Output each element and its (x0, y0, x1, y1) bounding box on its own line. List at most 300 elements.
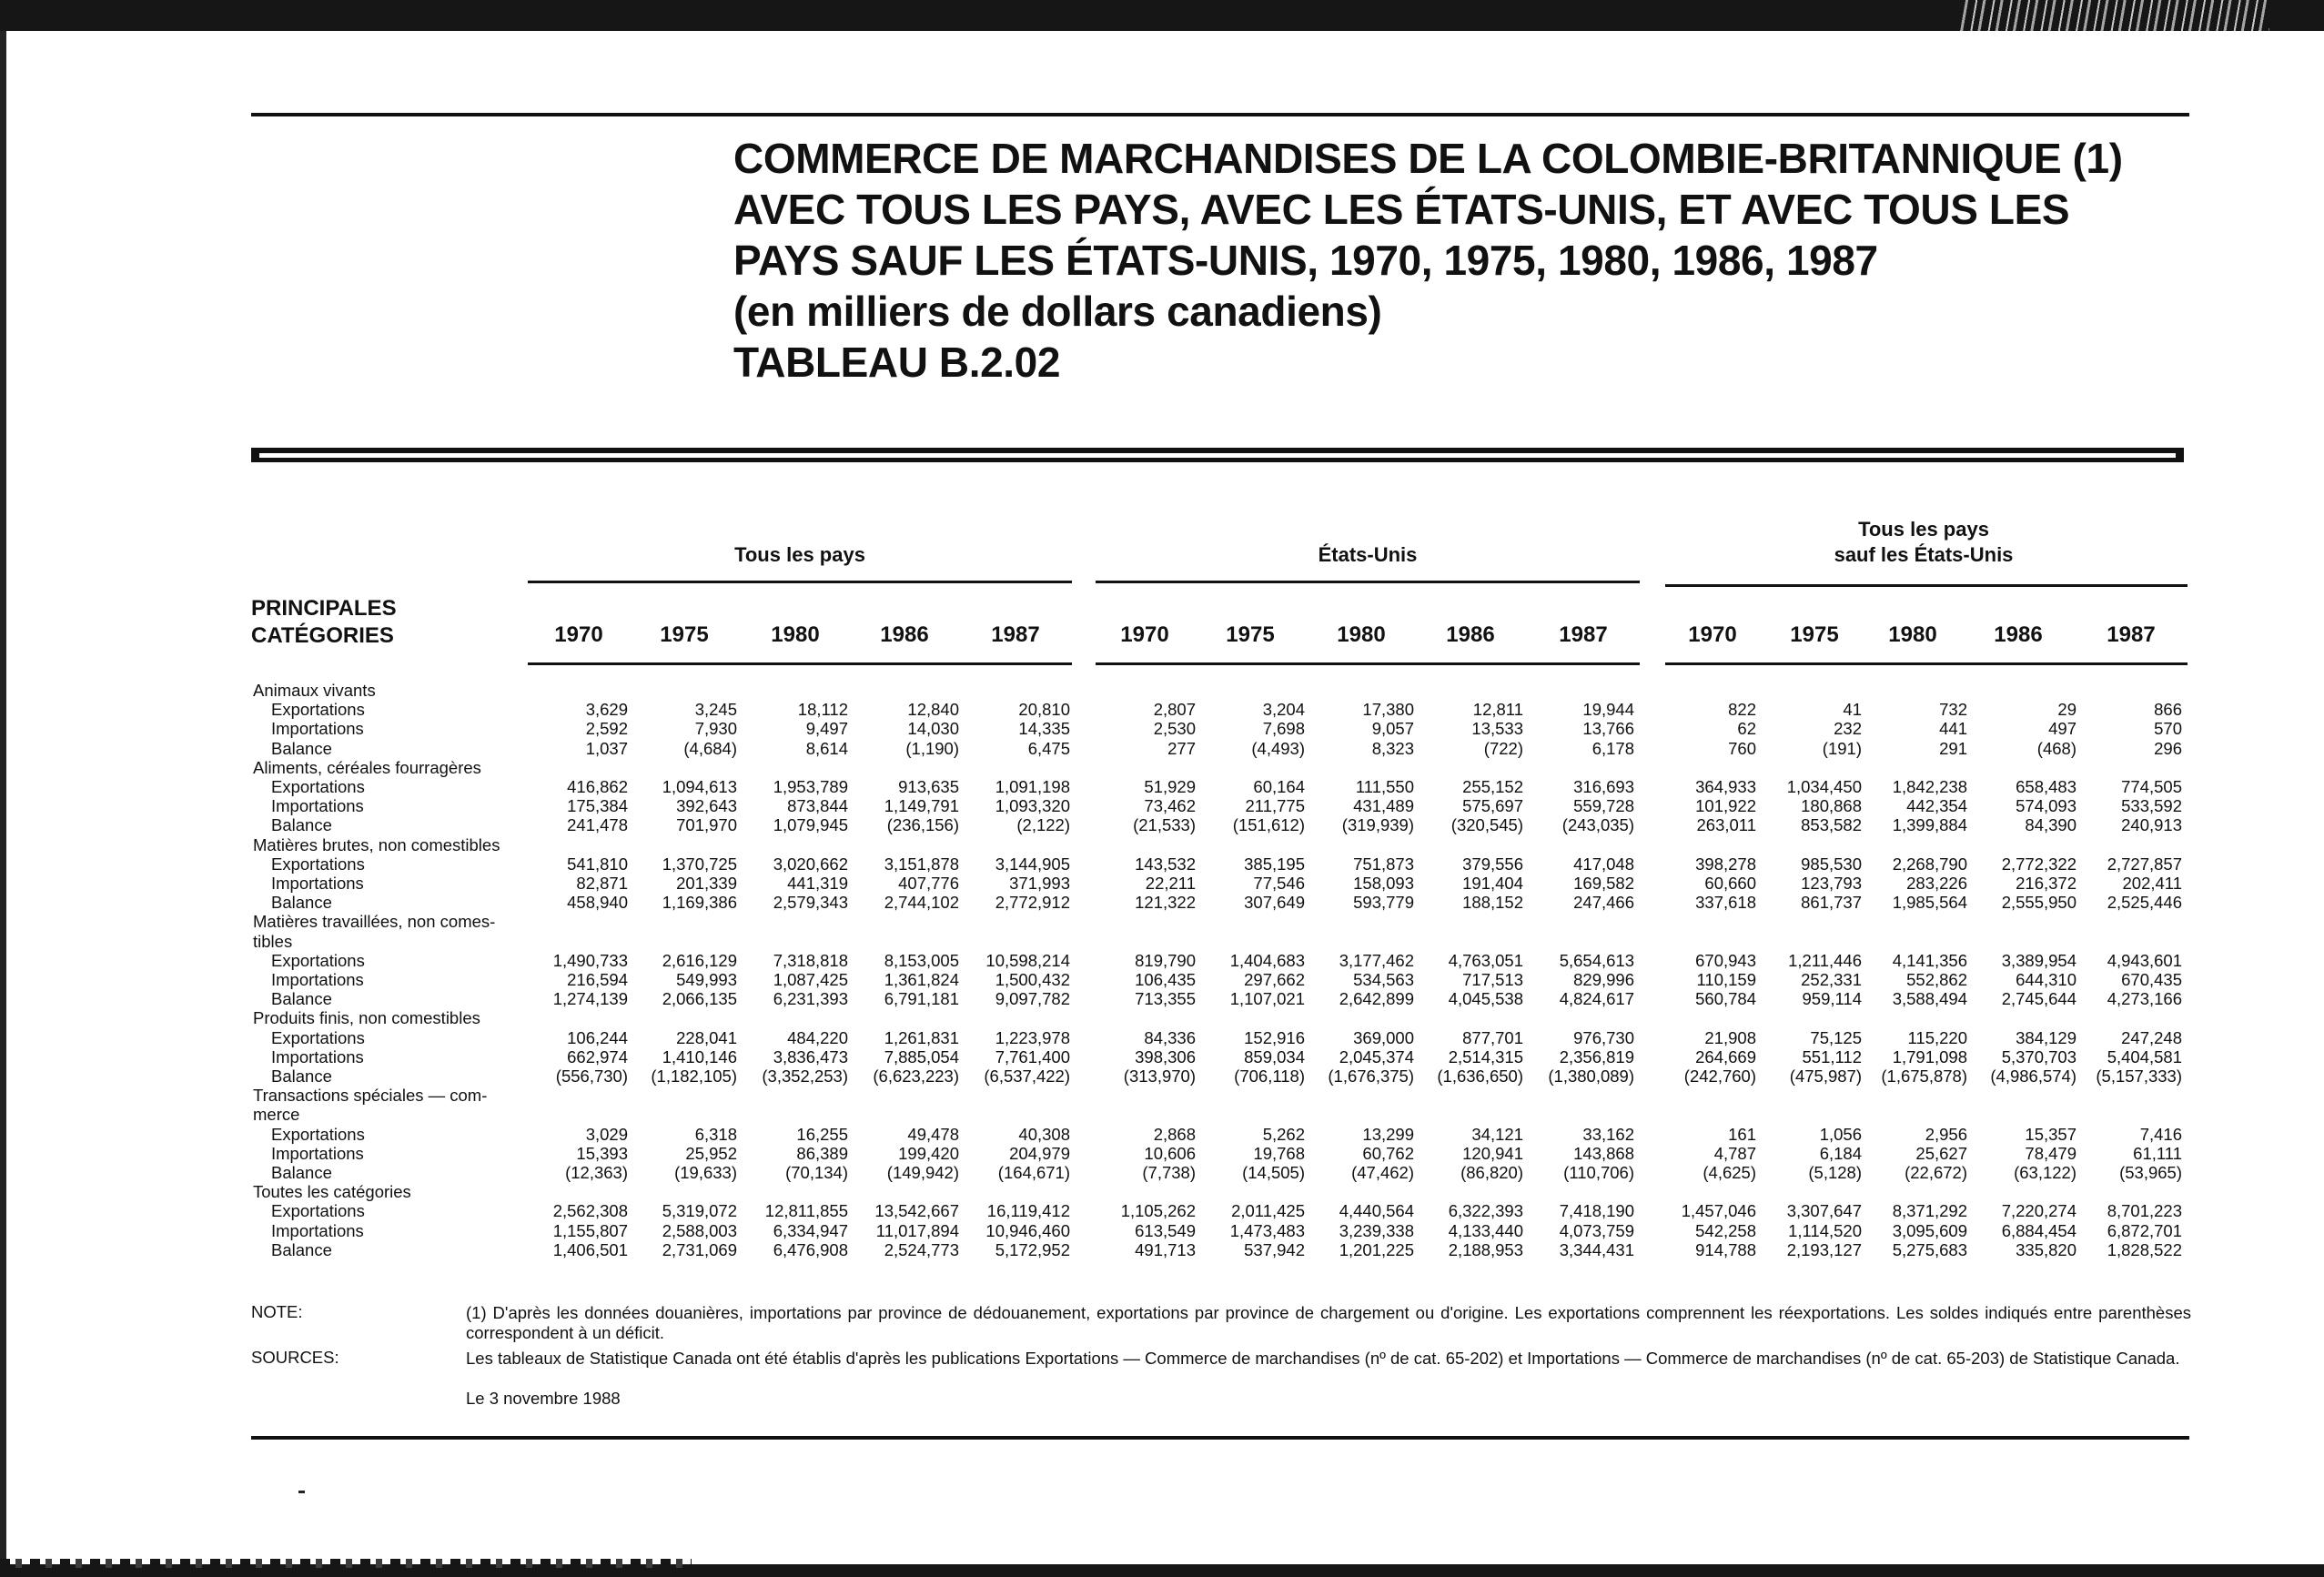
table-row (0, 815, 2324, 834)
table-cell: 5,370,703 (2001, 1046, 2076, 1066)
table-cell: 6,475 (1027, 738, 1070, 758)
table-cell: 364,933 (1695, 777, 1756, 796)
table-cell: (4,986,574) (1990, 1066, 2076, 1086)
table-cell: 542,258 (1695, 1220, 1756, 1240)
table-cell: (242,760) (1683, 1066, 1756, 1086)
row-label: Exportations (271, 777, 365, 796)
table-cell: (53,965) (2119, 1163, 2182, 1182)
table-cell: 18,112 (797, 700, 848, 720)
bottom-rule (251, 1436, 2189, 1440)
table-cell: (149,942) (886, 1163, 959, 1182)
table-cell: 2,011,425 (1231, 1201, 1305, 1221)
table-cell: 111,550 (1355, 777, 1414, 796)
group-label: sauf les États-Unis (1834, 543, 2014, 566)
table-cell: 398,278 (1695, 854, 1756, 874)
table-cell: 1,093,320 (995, 796, 1070, 816)
table-cell: 861,737 (1801, 893, 1862, 913)
table-number: TABLEAU B.2.02 (733, 339, 1061, 386)
table-cell: 25,627 (1915, 1143, 1967, 1163)
year-header: 1987 (2107, 622, 2156, 647)
table-cell: 2,744,102 (884, 893, 959, 913)
table-cell: 2,772,322 (2001, 854, 2076, 874)
table-cell: 431,489 (1353, 796, 1414, 816)
table-cell: 3,177,462 (1339, 950, 1414, 970)
row-label: Importations (271, 1046, 364, 1066)
row-label: Balance (271, 989, 332, 1009)
row-label: Importations (271, 1143, 364, 1163)
table-cell: 416,862 (567, 777, 628, 796)
table-cell: (191) (1822, 738, 1862, 758)
table-row (0, 989, 2324, 1008)
table-cell: 1,953,789 (773, 777, 848, 796)
table-cell: 985,530 (1801, 854, 1862, 874)
table-cell: 10,606 (1144, 1143, 1196, 1163)
table-cell: 3,245 (694, 700, 737, 720)
table-row (0, 970, 2324, 989)
table-cell: (243,035) (1561, 815, 1634, 835)
table-cell: 3,588,494 (1892, 989, 1967, 1009)
table-row (0, 1201, 2324, 1220)
table-cell: 537,942 (1244, 1239, 1305, 1259)
table-cell: 216,372 (2016, 874, 2076, 893)
table-cell: 4,273,166 (2107, 989, 2182, 1009)
table-cell: 247,466 (1573, 893, 1634, 913)
table-cell: 2,579,343 (773, 893, 848, 913)
table-cell: 560,784 (1695, 989, 1756, 1009)
table-cell: 1,406,501 (552, 1239, 628, 1259)
table-row (0, 1240, 2324, 1259)
table-cell: (22,672) (1905, 1163, 1967, 1182)
table-cell: 385,195 (1244, 854, 1305, 874)
table-cell: 12,811,855 (764, 1201, 848, 1221)
category-label: merce (253, 1105, 300, 1125)
table-cell: 4,824,617 (1559, 989, 1634, 1009)
table-cell: 60,164 (1253, 777, 1305, 796)
title-line: (en milliers de dollars canadiens) (733, 288, 1382, 335)
table-cell: 29 (2057, 700, 2076, 720)
table-cell: 877,701 (1462, 1027, 1523, 1047)
table-cell: 5,319,072 (662, 1201, 737, 1221)
table-cell: 202,411 (2122, 874, 2182, 893)
row-label: Importations (271, 1220, 364, 1240)
table-cell: 4,133,440 (1448, 1220, 1523, 1240)
category-label: Toutes les catégories (253, 1182, 411, 1202)
table-cell: 819,790 (1135, 950, 1196, 970)
table-cell: (110,706) (1563, 1163, 1634, 1182)
table-cell: 1,399,884 (1892, 815, 1967, 835)
table-cell: 1,370,725 (662, 854, 737, 874)
table-cell: 1,114,520 (1788, 1220, 1862, 1240)
table-cell: (12,363) (565, 1163, 628, 1182)
table-cell: 4,073,759 (1559, 1220, 1634, 1240)
table-cell: 760 (1728, 738, 1756, 758)
table-cell: 3,151,878 (884, 854, 959, 874)
table-cell: 1,361,824 (884, 970, 959, 989)
table-cell: 1,087,425 (773, 970, 848, 989)
table-cell: 115,220 (1907, 1027, 1967, 1047)
table-cell: 10,598,214 (985, 950, 1070, 970)
table-row (0, 1066, 2324, 1086)
table-row (0, 1221, 2324, 1240)
table-cell: 6,322,393 (1448, 1201, 1523, 1221)
table-cell: 914,788 (1695, 1239, 1756, 1259)
table-cell: 491,713 (1135, 1239, 1196, 1259)
table-cell: 1,261,831 (884, 1027, 959, 1047)
table-cell: (313,970) (1123, 1066, 1196, 1086)
table-cell: 169,582 (1573, 874, 1634, 893)
table-cell: 959,114 (1802, 989, 1862, 1009)
table-cell: 1,037 (585, 738, 628, 758)
table-cell: 199,420 (898, 1143, 959, 1163)
table-row (0, 1047, 2324, 1066)
table-cell: 75,125 (1810, 1027, 1862, 1047)
table-cell: 228,041 (676, 1027, 737, 1047)
table-cell: 1,056 (1819, 1124, 1862, 1144)
sources-text: Les tableaux de Statistique Canada ont été établis d'après les publications Exportations — Commerce de marchandises (nº de cat. 65-202) et Importations — Commerce de marchandises (nº de cat. 65-203) de Statistique Canada. (466, 1349, 2180, 1368)
table-cell: 4,440,564 (1339, 1201, 1414, 1221)
table-cell: 1,169,386 (662, 893, 737, 913)
table-cell: 106,435 (1135, 970, 1196, 989)
table-cell: 106,244 (567, 1027, 628, 1047)
category-label: Produits finis, non comestibles (253, 1008, 480, 1028)
table-row (0, 1163, 2324, 1182)
table-cell: 161 (1728, 1124, 1756, 1144)
table-cell: 252,331 (1801, 970, 1862, 989)
table-row (0, 777, 2324, 796)
year-header: 1980 (1337, 622, 1386, 647)
table-cell: 6,231,393 (773, 989, 848, 1009)
table-cell: 247,248 (2121, 1027, 2182, 1047)
row-label: Balance (271, 1163, 332, 1182)
table-cell: 204,979 (1009, 1143, 1070, 1163)
year-header: 1975 (1790, 622, 1839, 647)
table-cell: 1,201,225 (1339, 1239, 1414, 1259)
table-cell: 8,153,005 (884, 950, 959, 970)
table-cell: 316,693 (1573, 777, 1634, 796)
table-cell: 774,505 (2121, 777, 2182, 796)
table-cell: 1,842,238 (1892, 777, 1967, 796)
table-cell: 12,811 (1472, 700, 1523, 720)
table-cell: 13,542,667 (874, 1201, 959, 1221)
table-cell: 110,159 (1696, 970, 1756, 989)
table-cell: 551,112 (1802, 1046, 1862, 1066)
table-cell: (1,182,105) (651, 1066, 737, 1086)
table-cell: 2,045,374 (1339, 1046, 1414, 1066)
table-row (0, 719, 2324, 738)
table-cell: 417,048 (1573, 854, 1634, 874)
table-cell: 369,000 (1353, 1027, 1414, 1047)
table-cell: 20,810 (1018, 700, 1070, 720)
table-cell: 283,226 (1906, 874, 1967, 893)
table-cell: 6,884,454 (2001, 1220, 2076, 1240)
category-label: Matières brutes, non comestibles (253, 834, 500, 854)
table-cell: 61,111 (2133, 1143, 2182, 1163)
table-cell: 13,766 (1582, 719, 1634, 739)
table-cell: 5,404,581 (2107, 1046, 2182, 1066)
category-row (0, 681, 2324, 700)
category-label: Transactions spéciales — com- (253, 1086, 488, 1106)
table-cell: 2,268,790 (1892, 854, 1967, 874)
table-cell: 497 (2048, 719, 2076, 739)
table-cell: (468) (2036, 738, 2076, 758)
category-row (0, 932, 2324, 951)
table-cell: 1,404,683 (1229, 950, 1305, 970)
category-label: Animaux vivants (253, 681, 376, 700)
year-header: 1980 (1888, 622, 1937, 647)
table-cell: 1,034,450 (1786, 777, 1862, 796)
table-cell: 14,030 (907, 719, 959, 739)
table-cell: 175,384 (567, 796, 628, 816)
table-row (0, 854, 2324, 874)
table-cell: 441 (1939, 719, 1967, 739)
table-cell: 2,868 (1153, 1124, 1196, 1144)
category-label: Aliments, céréales fourragères (253, 757, 481, 777)
table-cell: 866 (2154, 700, 2182, 720)
table-cell: 6,318 (694, 1124, 737, 1144)
table-cell: 143,868 (1573, 1143, 1634, 1163)
table-cell: 2,514,315 (1448, 1046, 1523, 1066)
table-cell: 12,840 (907, 700, 959, 720)
table-cell: 1,094,613 (662, 777, 737, 796)
table-cell: 191,404 (1462, 874, 1523, 893)
table-cell: 6,476,908 (773, 1239, 848, 1259)
date-line: Le 3 novembre 1988 (466, 1389, 621, 1408)
table-cell: 4,763,051 (1448, 950, 1523, 970)
table-cell: 2,066,135 (662, 989, 737, 1009)
category-row (0, 758, 2324, 777)
table-cell: 593,779 (1353, 893, 1414, 913)
table-cell: 1,105,262 (1120, 1201, 1196, 1221)
row-label: Balance (271, 738, 332, 758)
table-cell: 73,462 (1144, 796, 1196, 816)
table-cell: (6,537,422) (984, 1066, 1070, 1086)
table-cell: 822 (1728, 700, 1756, 720)
table-cell: 1,473,483 (1229, 1220, 1305, 1240)
table-cell: 3,836,473 (773, 1046, 848, 1066)
table-cell: 4,141,356 (1892, 950, 1967, 970)
row-label: Exportations (271, 1201, 365, 1221)
category-label: Matières travaillées, non comes- (253, 912, 496, 932)
table-cell: 337,618 (1695, 893, 1756, 913)
table-cell: 2,772,912 (995, 893, 1070, 913)
table-cell: 82,871 (576, 874, 628, 893)
table-cell: (14,505) (1242, 1163, 1305, 1182)
table-cell: 7,220,274 (2001, 1201, 2076, 1221)
table-cell: 180,868 (1801, 796, 1862, 816)
row-label: Exportations (271, 1027, 365, 1047)
table-cell: 5,172,952 (995, 1239, 1070, 1259)
table-cell: 201,339 (676, 874, 737, 893)
table-cell: 1,155,807 (552, 1220, 628, 1240)
table-cell: 2,524,773 (884, 1239, 959, 1259)
table-cell: 16,255 (796, 1124, 848, 1144)
table-cell: 1,500,432 (995, 970, 1070, 989)
table-cell: 2,562,308 (552, 1201, 628, 1221)
table-cell: 371,993 (1009, 874, 1070, 893)
table-cell: 644,310 (2016, 970, 2076, 989)
table-cell: (1,675,878) (1881, 1066, 1967, 1086)
table-cell: 6,334,947 (773, 1220, 848, 1240)
table-cell: 5,654,613 (1559, 950, 1634, 970)
table-cell: 2,807 (1153, 700, 1196, 720)
table-cell: 49,478 (907, 1124, 959, 1144)
table-cell: 13,299 (1362, 1124, 1414, 1144)
table-cell: (4,684) (683, 738, 737, 758)
table-cell: 241,478 (567, 815, 628, 835)
table-cell: 5,275,683 (1892, 1239, 1967, 1259)
table-cell: (47,462) (1351, 1163, 1414, 1182)
table-cell: 62 (1737, 719, 1756, 739)
category-header-line: CATÉGORIES (251, 623, 394, 648)
table-cell: (63,122) (2014, 1163, 2076, 1182)
table-cell: 732 (1939, 700, 1967, 720)
table-cell: 1,410,146 (662, 1046, 737, 1066)
table-cell: 1,490,733 (552, 950, 628, 970)
table-cell: 559,728 (1573, 796, 1634, 816)
table-cell: 2,745,644 (2001, 989, 2076, 1009)
category-label: tibles (253, 931, 293, 951)
table-cell: 2,525,446 (2107, 893, 2182, 913)
category-row (0, 1086, 2324, 1105)
table-cell: 2,616,129 (662, 950, 737, 970)
table-cell: 407,776 (898, 874, 959, 893)
table-cell: 2,530 (1153, 719, 1196, 739)
table-cell: (3,352,253) (762, 1066, 848, 1086)
note-label: NOTE: (251, 1302, 303, 1321)
table-cell: 86,389 (796, 1143, 848, 1163)
table-row (0, 1125, 2324, 1144)
table-cell: (722) (1483, 738, 1523, 758)
table-cell: (556,730) (555, 1066, 628, 1086)
table-cell: 670,943 (1695, 950, 1756, 970)
table-cell: 575,697 (1462, 796, 1523, 816)
category-row (0, 1105, 2324, 1124)
category-row (0, 1008, 2324, 1027)
year-header: 1987 (991, 622, 1040, 647)
table-cell: 152,916 (1244, 1027, 1305, 1047)
table-cell: 2,356,819 (1559, 1046, 1634, 1066)
table-row (0, 1144, 2324, 1163)
table-cell: 442,354 (1906, 796, 1967, 816)
table-cell: (19,633) (674, 1163, 737, 1182)
table-cell: 976,730 (1573, 1027, 1634, 1047)
table-cell: 3,629 (585, 700, 628, 720)
row-label: Exportations (271, 950, 365, 970)
table-cell: 9,057 (1371, 719, 1414, 739)
group-label: États-Unis (1318, 543, 1418, 566)
table-cell: 1,223,978 (995, 1027, 1070, 1047)
table-cell: 2,555,950 (2001, 893, 2076, 913)
table-cell: 859,034 (1244, 1046, 1305, 1066)
row-label: Exportations (271, 854, 365, 874)
row-label: Exportations (271, 700, 365, 720)
table-cell: 158,093 (1353, 874, 1414, 893)
table-cell: 549,993 (676, 970, 737, 989)
year-header: 1980 (771, 622, 820, 647)
table-cell: 7,930 (694, 719, 737, 739)
table-cell: 335,820 (2016, 1239, 2076, 1259)
table-cell: 13,533 (1471, 719, 1523, 739)
table-cell: 2,956 (1925, 1124, 1967, 1144)
table-cell: 264,669 (1695, 1046, 1756, 1066)
table-row (0, 739, 2324, 758)
year-header: 1987 (1559, 622, 1608, 647)
table-cell: 552,862 (1906, 970, 1967, 989)
table-cell: 15,357 (2025, 1124, 2076, 1144)
note-text: (1) D'après les données douanières, importations par province de dédouanement, exportations par province de chargement ou d'origine. Les exportations comprennent les réexportations. Les soldes indiqués entre parenthèses correspondent à un déficit. (466, 1303, 2191, 1342)
category-row (0, 835, 2324, 854)
table-cell: 9,497 (805, 719, 848, 739)
table-cell: 1,985,564 (1892, 893, 1967, 913)
table-cell: 1,457,046 (1681, 1201, 1756, 1221)
table-cell: (1,190) (905, 738, 959, 758)
row-label: Exportations (271, 1124, 365, 1144)
table-cell: 16,119,412 (986, 1201, 1070, 1221)
table-row (0, 700, 2324, 719)
table-cell: 60,762 (1362, 1143, 1414, 1163)
table-cell: (5,157,333) (2096, 1066, 2182, 1086)
table-cell: 392,643 (676, 796, 737, 816)
table-cell: 751,873 (1353, 854, 1414, 874)
table-cell: 34,121 (1471, 1124, 1523, 1144)
table-cell: (320,545) (1450, 815, 1523, 835)
category-row (0, 912, 2324, 931)
table-cell: 533,592 (2121, 796, 2182, 816)
table-cell: 662,974 (567, 1046, 628, 1066)
table-cell: 7,698 (1262, 719, 1305, 739)
table-row (0, 951, 2324, 970)
table-cell: 77,546 (1253, 874, 1305, 893)
table-cell: 15,393 (576, 1143, 628, 1163)
table-row (0, 796, 2324, 815)
table-cell: 658,483 (2016, 777, 2076, 796)
table-cell: 2,727,857 (2107, 854, 2182, 874)
table-cell: 570 (2154, 719, 2182, 739)
table-cell: 6,184 (1819, 1143, 1862, 1163)
table-cell: 873,844 (787, 796, 848, 816)
table-cell: (4,493) (1251, 738, 1305, 758)
table-cell: 60,660 (1704, 874, 1756, 893)
table-cell: 8,371,292 (1892, 1201, 1967, 1221)
table-cell: 3,389,954 (2001, 950, 2076, 970)
row-label: Balance (271, 1239, 332, 1259)
table-cell: (21,533) (1133, 815, 1196, 835)
table-cell: (236,156) (886, 815, 959, 835)
table-cell: 297,662 (1244, 970, 1305, 989)
table-cell: 441,319 (787, 874, 848, 893)
table-cell: 7,318,818 (773, 950, 848, 970)
table-cell: 613,549 (1135, 1220, 1196, 1240)
table-cell: 717,513 (1462, 970, 1523, 989)
table-cell: (151,612) (1232, 815, 1305, 835)
table-cell: 51,929 (1144, 777, 1196, 796)
table-cell: 6,178 (1591, 738, 1634, 758)
table-cell: 2,588,003 (662, 1220, 737, 1240)
table-cell: 4,787 (1713, 1143, 1756, 1163)
table-cell: 3,344,431 (1559, 1239, 1634, 1259)
table-cell: 33,162 (1582, 1124, 1634, 1144)
year-header: 1975 (660, 622, 709, 647)
table-cell: 8,701,223 (2107, 1201, 2182, 1221)
table-cell: 7,761,400 (995, 1046, 1070, 1066)
table-cell: 2,193,127 (1786, 1239, 1862, 1259)
table-cell: 123,793 (1801, 874, 1862, 893)
table-cell: 701,970 (676, 815, 737, 835)
category-row (0, 1182, 2324, 1201)
table-cell: (475,987) (1789, 1066, 1862, 1086)
table-cell: 8,323 (1371, 738, 1414, 758)
table-cell: 574,093 (2016, 796, 2076, 816)
